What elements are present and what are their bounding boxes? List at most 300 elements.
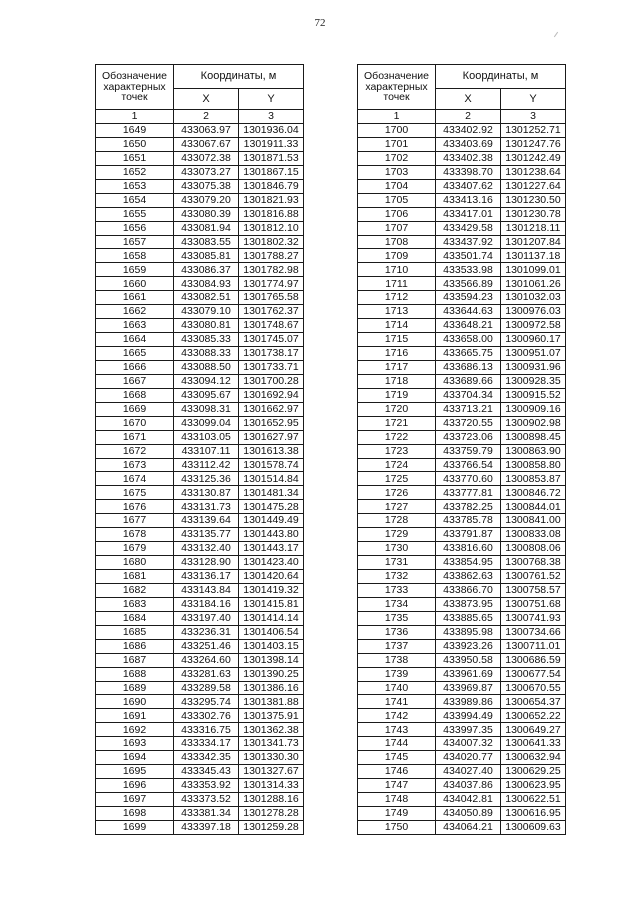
y-coordinate-cell: 1300902.98 (501, 416, 566, 430)
point-id-cell: 1741 (358, 695, 436, 709)
y-coordinate-cell: 1301802.32 (239, 235, 304, 249)
table-row (96, 528, 304, 542)
y-coordinate-cell: 1301816.88 (239, 207, 304, 221)
x-coordinate-cell: 433665.75 (436, 347, 501, 361)
coordinates-table-left (95, 64, 304, 835)
y-coordinate-cell: 1300898.45 (501, 430, 566, 444)
table-row (358, 570, 566, 584)
y-coordinate-cell: 1300808.06 (501, 542, 566, 556)
x-coordinate-cell: 433112.42 (174, 458, 239, 472)
table-row (358, 793, 566, 807)
y-coordinate-cell: 1301733.71 (239, 360, 304, 374)
x-coordinate-cell: 433723.06 (436, 430, 501, 444)
header-point-label: Обозначение характерных точек (96, 65, 174, 110)
table-row (358, 500, 566, 514)
point-id-cell: 1725 (358, 472, 436, 486)
table-row (96, 235, 304, 249)
x-coordinate-cell: 434007.32 (436, 737, 501, 751)
point-id-cell: 1699 (96, 820, 174, 834)
point-id-cell: 1740 (358, 681, 436, 695)
y-coordinate-cell: 1301514.84 (239, 472, 304, 486)
y-coordinate-cell: 1301227.64 (501, 179, 566, 193)
x-coordinate-cell: 433658.00 (436, 333, 501, 347)
y-coordinate-cell: 1301475.28 (239, 500, 304, 514)
y-coordinate-cell: 1300972.58 (501, 319, 566, 333)
point-id-cell: 1746 (358, 765, 436, 779)
y-coordinate-cell: 1301692.94 (239, 388, 304, 402)
column-number-3: 3 (239, 110, 304, 124)
point-id-cell: 1700 (358, 124, 436, 138)
point-id-cell: 1654 (96, 193, 174, 207)
table-row (358, 611, 566, 625)
point-id-cell: 1720 (358, 402, 436, 416)
table-row (96, 611, 304, 625)
y-coordinate-cell: 1301238.64 (501, 165, 566, 179)
table-row (358, 486, 566, 500)
point-id-cell: 1748 (358, 793, 436, 807)
header-x: X (174, 89, 239, 110)
y-coordinate-cell: 1300951.07 (501, 347, 566, 361)
point-id-cell: 1661 (96, 291, 174, 305)
table-row (358, 765, 566, 779)
point-id-cell: 1662 (96, 305, 174, 319)
y-coordinate-cell: 1301765.58 (239, 291, 304, 305)
point-id-cell: 1692 (96, 723, 174, 737)
x-coordinate-cell: 433081.94 (174, 221, 239, 235)
table-row (358, 179, 566, 193)
y-coordinate-cell: 1301386.16 (239, 681, 304, 695)
y-coordinate-cell: 1301207.84 (501, 235, 566, 249)
table-row (358, 416, 566, 430)
y-coordinate-cell: 1301627.97 (239, 430, 304, 444)
y-coordinate-cell: 1301330.30 (239, 751, 304, 765)
y-coordinate-cell: 1301406.54 (239, 625, 304, 639)
y-coordinate-cell: 1300976.03 (501, 305, 566, 319)
x-coordinate-cell: 433099.04 (174, 416, 239, 430)
scan-mark (554, 32, 558, 37)
point-id-cell: 1713 (358, 305, 436, 319)
table-row (358, 528, 566, 542)
table-row (96, 333, 304, 347)
y-coordinate-cell: 1300758.57 (501, 583, 566, 597)
table-row (358, 737, 566, 751)
table-row (96, 486, 304, 500)
y-coordinate-cell: 1300863.90 (501, 444, 566, 458)
y-coordinate-cell: 1301252.71 (501, 124, 566, 138)
x-coordinate-cell: 433236.31 (174, 625, 239, 639)
table-row (96, 416, 304, 430)
table-row (96, 542, 304, 556)
table-row (96, 319, 304, 333)
x-coordinate-cell: 433088.33 (174, 347, 239, 361)
column-number-1: 1 (358, 110, 436, 124)
y-coordinate-cell: 1301936.04 (239, 124, 304, 138)
y-coordinate-cell: 1300858.80 (501, 458, 566, 472)
x-coordinate-cell: 433403.69 (436, 137, 501, 151)
point-id-cell: 1717 (358, 360, 436, 374)
point-id-cell: 1664 (96, 333, 174, 347)
table-row (96, 360, 304, 374)
point-id-cell: 1670 (96, 416, 174, 430)
point-id-cell: 1709 (358, 249, 436, 263)
table-row (358, 277, 566, 291)
point-id-cell: 1729 (358, 528, 436, 542)
table-row (358, 806, 566, 820)
x-coordinate-cell: 433139.64 (174, 514, 239, 528)
x-coordinate-cell: 433075.38 (174, 179, 239, 193)
point-id-cell: 1669 (96, 402, 174, 416)
point-id-cell: 1710 (358, 263, 436, 277)
y-coordinate-cell: 1300686.59 (501, 653, 566, 667)
x-coordinate-cell: 433316.75 (174, 723, 239, 737)
x-coordinate-cell: 433381.34 (174, 806, 239, 820)
point-id-cell: 1726 (358, 486, 436, 500)
y-coordinate-cell: 1301259.28 (239, 820, 304, 834)
table-row (96, 765, 304, 779)
table-row (96, 430, 304, 444)
y-coordinate-cell: 1300654.37 (501, 695, 566, 709)
table-row (96, 193, 304, 207)
table-row (96, 667, 304, 681)
point-id-cell: 1737 (358, 639, 436, 653)
point-id-cell: 1733 (358, 583, 436, 597)
point-id-cell: 1676 (96, 500, 174, 514)
point-id-cell: 1736 (358, 625, 436, 639)
x-coordinate-cell: 433766.54 (436, 458, 501, 472)
point-id-cell: 1673 (96, 458, 174, 472)
point-id-cell: 1660 (96, 277, 174, 291)
table-row (96, 179, 304, 193)
x-coordinate-cell: 433079.10 (174, 305, 239, 319)
y-coordinate-cell: 1301652.95 (239, 416, 304, 430)
point-id-cell: 1696 (96, 779, 174, 793)
y-coordinate-cell: 1301230.78 (501, 207, 566, 221)
y-coordinate-cell: 1301278.28 (239, 806, 304, 820)
point-id-cell: 1722 (358, 430, 436, 444)
x-coordinate-cell: 433143.84 (174, 583, 239, 597)
x-coordinate-cell: 433397.18 (174, 820, 239, 834)
table-row (358, 193, 566, 207)
y-coordinate-cell: 1300844.01 (501, 500, 566, 514)
table-row (358, 333, 566, 347)
y-coordinate-cell: 1301247.76 (501, 137, 566, 151)
point-id-cell: 1663 (96, 319, 174, 333)
x-coordinate-cell: 433125.36 (174, 472, 239, 486)
y-coordinate-cell: 1301398.14 (239, 653, 304, 667)
x-coordinate-cell: 433083.55 (174, 235, 239, 249)
y-coordinate-cell: 1301788.27 (239, 249, 304, 263)
point-id-cell: 1721 (358, 416, 436, 430)
x-coordinate-cell: 433791.87 (436, 528, 501, 542)
header-coordinates: Координаты, м (174, 65, 304, 89)
x-coordinate-cell: 433923.26 (436, 639, 501, 653)
header-y: Y (239, 89, 304, 110)
y-coordinate-cell: 1301242.49 (501, 151, 566, 165)
table-row (358, 472, 566, 486)
table-row (358, 458, 566, 472)
y-coordinate-cell: 1301700.28 (239, 374, 304, 388)
point-id-cell: 1728 (358, 514, 436, 528)
point-id-cell: 1715 (358, 333, 436, 347)
coordinates-table-right (357, 64, 566, 835)
point-id-cell: 1747 (358, 779, 436, 793)
table-row (358, 542, 566, 556)
x-coordinate-cell: 433402.38 (436, 151, 501, 165)
y-coordinate-cell: 1301341.73 (239, 737, 304, 751)
table-row (96, 458, 304, 472)
x-coordinate-cell: 433866.70 (436, 583, 501, 597)
point-id-cell: 1682 (96, 583, 174, 597)
x-coordinate-cell: 433130.87 (174, 486, 239, 500)
header-coordinates: Координаты, м (436, 65, 566, 89)
table-row (358, 751, 566, 765)
x-coordinate-cell: 433264.60 (174, 653, 239, 667)
point-id-cell: 1672 (96, 444, 174, 458)
x-coordinate-cell: 434050.89 (436, 806, 501, 820)
table-row (96, 695, 304, 709)
y-coordinate-cell: 1301846.79 (239, 179, 304, 193)
y-coordinate-cell: 1301578.74 (239, 458, 304, 472)
x-coordinate-cell: 433373.52 (174, 793, 239, 807)
table-row (358, 444, 566, 458)
page-number: 72 (314, 17, 326, 29)
point-id-cell: 1724 (358, 458, 436, 472)
table-row (96, 444, 304, 458)
y-coordinate-cell: 1300649.27 (501, 723, 566, 737)
table-body-right (358, 124, 566, 835)
y-coordinate-cell: 1301420.64 (239, 570, 304, 584)
x-coordinate-cell: 433136.17 (174, 570, 239, 584)
table-row (358, 263, 566, 277)
table-row (358, 653, 566, 667)
point-id-cell: 1703 (358, 165, 436, 179)
y-coordinate-cell: 1301381.88 (239, 695, 304, 709)
point-id-cell: 1701 (358, 137, 436, 151)
point-id-cell: 1668 (96, 388, 174, 402)
y-coordinate-cell: 1301414.14 (239, 611, 304, 625)
point-id-cell: 1686 (96, 639, 174, 653)
point-id-cell: 1679 (96, 542, 174, 556)
x-coordinate-cell: 433095.67 (174, 388, 239, 402)
table-row (358, 151, 566, 165)
point-id-cell: 1685 (96, 625, 174, 639)
y-coordinate-cell: 1300751.68 (501, 597, 566, 611)
point-id-cell: 1674 (96, 472, 174, 486)
table-row (358, 639, 566, 653)
y-coordinate-cell: 1301782.98 (239, 263, 304, 277)
x-coordinate-cell: 433566.89 (436, 277, 501, 291)
y-coordinate-cell: 1300629.25 (501, 765, 566, 779)
y-coordinate-cell: 1300734.66 (501, 625, 566, 639)
x-coordinate-cell: 433816.60 (436, 542, 501, 556)
point-id-cell: 1675 (96, 486, 174, 500)
y-coordinate-cell: 1301812.10 (239, 221, 304, 235)
table-row (358, 235, 566, 249)
y-coordinate-cell: 1301738.17 (239, 347, 304, 361)
table-row (96, 137, 304, 151)
x-coordinate-cell: 433132.40 (174, 542, 239, 556)
point-id-cell: 1734 (358, 597, 436, 611)
point-id-cell: 1681 (96, 570, 174, 584)
y-coordinate-cell: 1301745.07 (239, 333, 304, 347)
point-id-cell: 1723 (358, 444, 436, 458)
header-y: Y (501, 89, 566, 110)
table-row (96, 779, 304, 793)
point-id-cell: 1714 (358, 319, 436, 333)
table-row (96, 305, 304, 319)
y-coordinate-cell: 1300853.87 (501, 472, 566, 486)
table-row (96, 388, 304, 402)
table-row (96, 820, 304, 834)
y-coordinate-cell: 1301662.97 (239, 402, 304, 416)
y-coordinate-cell: 1301762.37 (239, 305, 304, 319)
x-coordinate-cell: 433413.16 (436, 193, 501, 207)
x-coordinate-cell: 433094.12 (174, 374, 239, 388)
y-coordinate-cell: 1300741.93 (501, 611, 566, 625)
y-coordinate-cell: 1300909.16 (501, 402, 566, 416)
y-coordinate-cell: 1301821.93 (239, 193, 304, 207)
y-coordinate-cell: 1301230.50 (501, 193, 566, 207)
point-id-cell: 1651 (96, 151, 174, 165)
table-row (358, 583, 566, 597)
point-id-cell: 1698 (96, 806, 174, 820)
x-coordinate-cell: 433854.95 (436, 556, 501, 570)
y-coordinate-cell: 1300616.95 (501, 806, 566, 820)
point-id-cell: 1655 (96, 207, 174, 221)
point-id-cell: 1708 (358, 235, 436, 249)
x-coordinate-cell: 433302.76 (174, 709, 239, 723)
x-coordinate-cell: 433197.40 (174, 611, 239, 625)
table-row (358, 430, 566, 444)
table-row (358, 514, 566, 528)
table-row (96, 723, 304, 737)
y-coordinate-cell: 1301403.15 (239, 639, 304, 653)
x-coordinate-cell: 433994.49 (436, 709, 501, 723)
y-coordinate-cell: 1301419.32 (239, 583, 304, 597)
y-coordinate-cell: 1300609.63 (501, 820, 566, 834)
point-id-cell: 1659 (96, 263, 174, 277)
x-coordinate-cell: 434027.40 (436, 765, 501, 779)
y-coordinate-cell: 1301613.38 (239, 444, 304, 458)
point-id-cell: 1706 (358, 207, 436, 221)
x-coordinate-cell: 433067.67 (174, 137, 239, 151)
point-id-cell: 1652 (96, 165, 174, 179)
header-x: X (436, 89, 501, 110)
y-coordinate-cell: 1301871.53 (239, 151, 304, 165)
x-coordinate-cell: 433072.38 (174, 151, 239, 165)
table-row (96, 514, 304, 528)
x-coordinate-cell: 433862.63 (436, 570, 501, 584)
table-row (358, 667, 566, 681)
x-coordinate-cell: 433417.01 (436, 207, 501, 221)
table-row (96, 737, 304, 751)
x-coordinate-cell: 433353.92 (174, 779, 239, 793)
table-row (96, 374, 304, 388)
point-id-cell: 1683 (96, 597, 174, 611)
table-row (96, 793, 304, 807)
table-row (358, 723, 566, 737)
point-id-cell: 1705 (358, 193, 436, 207)
x-coordinate-cell: 433289.58 (174, 681, 239, 695)
point-id-cell: 1731 (358, 556, 436, 570)
table-row (96, 277, 304, 291)
point-id-cell: 1745 (358, 751, 436, 765)
table-row (96, 263, 304, 277)
x-coordinate-cell: 433895.98 (436, 625, 501, 639)
y-coordinate-cell: 1300641.33 (501, 737, 566, 751)
x-coordinate-cell: 433184.16 (174, 597, 239, 611)
y-coordinate-cell: 1301390.25 (239, 667, 304, 681)
y-coordinate-cell: 1301748.67 (239, 319, 304, 333)
table-row (358, 305, 566, 319)
point-id-cell: 1653 (96, 179, 174, 193)
point-id-cell: 1656 (96, 221, 174, 235)
y-coordinate-cell: 1301774.97 (239, 277, 304, 291)
point-id-cell: 1707 (358, 221, 436, 235)
table-body-left (96, 124, 304, 835)
table-row (96, 806, 304, 820)
x-coordinate-cell: 433969.87 (436, 681, 501, 695)
point-id-cell: 1727 (358, 500, 436, 514)
table-row (96, 124, 304, 138)
x-coordinate-cell: 433644.63 (436, 305, 501, 319)
x-coordinate-cell: 433086.37 (174, 263, 239, 277)
table-row (96, 221, 304, 235)
point-id-cell: 1689 (96, 681, 174, 695)
point-id-cell: 1666 (96, 360, 174, 374)
x-coordinate-cell: 433437.92 (436, 235, 501, 249)
column-number-1: 1 (96, 110, 174, 124)
y-coordinate-cell: 1300833.08 (501, 528, 566, 542)
point-id-cell: 1690 (96, 695, 174, 709)
x-coordinate-cell: 433997.35 (436, 723, 501, 737)
table-row (358, 319, 566, 333)
point-id-cell: 1667 (96, 374, 174, 388)
y-coordinate-cell: 1301443.17 (239, 542, 304, 556)
point-id-cell: 1658 (96, 249, 174, 263)
table-row (358, 820, 566, 834)
x-coordinate-cell: 433407.62 (436, 179, 501, 193)
table-row (96, 472, 304, 486)
x-coordinate-cell: 434064.21 (436, 820, 501, 834)
x-coordinate-cell: 434037.86 (436, 779, 501, 793)
x-coordinate-cell: 433080.81 (174, 319, 239, 333)
point-id-cell: 1712 (358, 291, 436, 305)
y-coordinate-cell: 1300623.95 (501, 779, 566, 793)
table-row (358, 681, 566, 695)
point-id-cell: 1732 (358, 570, 436, 584)
x-coordinate-cell: 433777.81 (436, 486, 501, 500)
y-coordinate-cell: 1301867.15 (239, 165, 304, 179)
point-id-cell: 1738 (358, 653, 436, 667)
point-id-cell: 1665 (96, 347, 174, 361)
table-row (96, 402, 304, 416)
x-coordinate-cell: 433402.92 (436, 124, 501, 138)
table-row (96, 597, 304, 611)
point-id-cell: 1694 (96, 751, 174, 765)
x-coordinate-cell: 433533.98 (436, 263, 501, 277)
y-coordinate-cell: 1300915.52 (501, 388, 566, 402)
x-coordinate-cell: 433594.23 (436, 291, 501, 305)
y-coordinate-cell: 1301423.40 (239, 556, 304, 570)
table-row (358, 625, 566, 639)
table-row (96, 151, 304, 165)
x-coordinate-cell: 433295.74 (174, 695, 239, 709)
x-coordinate-cell: 433873.95 (436, 597, 501, 611)
x-coordinate-cell: 433084.93 (174, 277, 239, 291)
point-id-cell: 1744 (358, 737, 436, 751)
table-row (358, 779, 566, 793)
